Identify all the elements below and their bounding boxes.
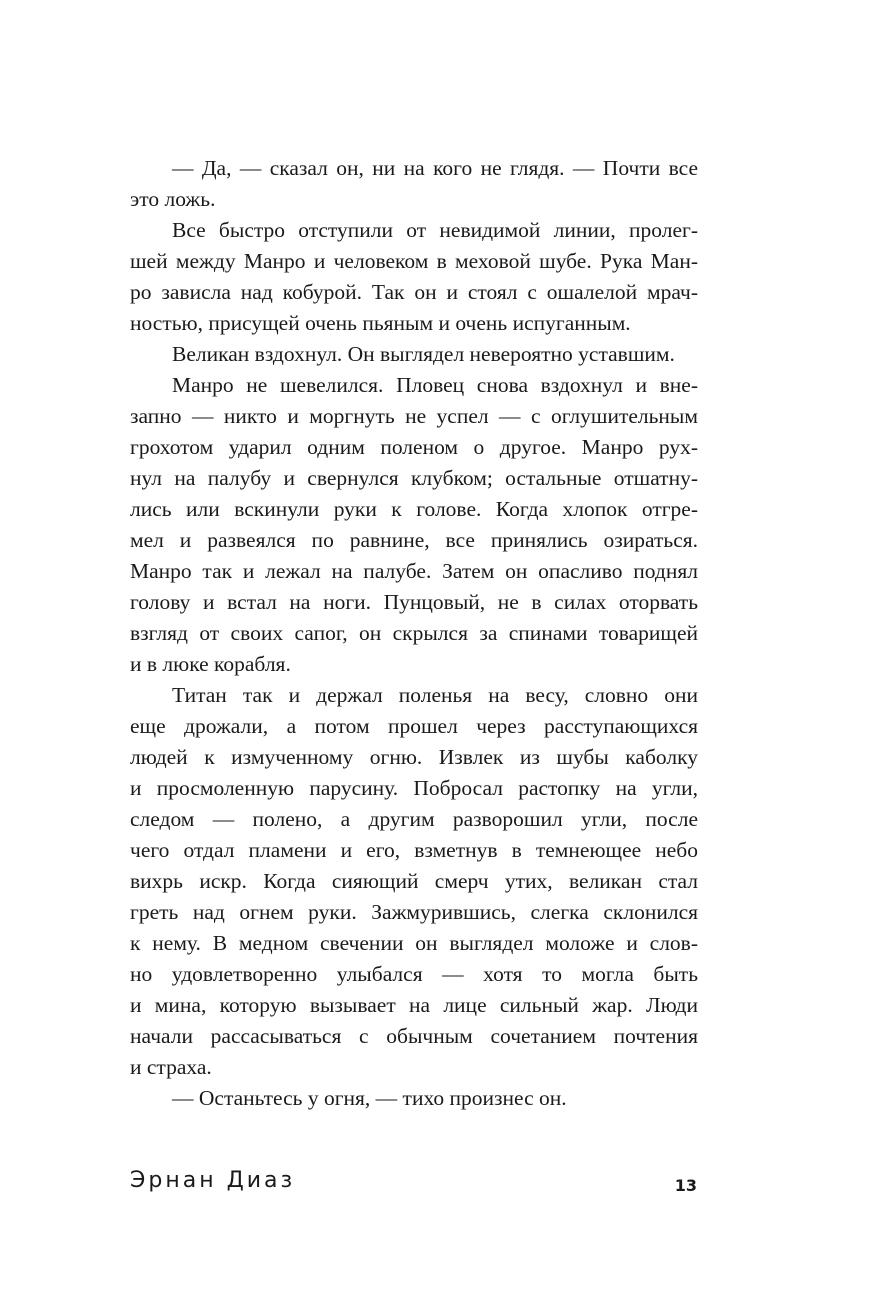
text-line: и мина, которую вызывает на лице сильный жар. Люди (130, 993, 698, 1017)
text-line: Великан вздохнул. Он выглядел невероятно уставшим. (172, 342, 675, 366)
text-line: следом — полено, а другим разворошил угли, после (130, 807, 698, 831)
text-line: чего отдал пламени и его, взметнув в темнеющее небо (130, 838, 698, 862)
text-line: Все быстро отступили от невидимой линии, пролег- (172, 218, 698, 242)
text-line: мел и развеялся по равнине, все принялись озираться. (130, 528, 698, 552)
text-line: — Останьтесь у огня, — тихо произнес он. (172, 1086, 567, 1110)
text-line: и просмоленную парусину. Побросал растопку на угли, (130, 776, 698, 800)
text-line: к нему. В медном свечении он выглядел моложе и слов- (130, 931, 698, 955)
text-line: но удовлетворенно улыбался — хотя то могла быть (130, 962, 698, 986)
text-line: голову и встал на ноги. Пунцовый, не в силах оторвать (130, 590, 698, 614)
text-line: начали рассасываться с обычным сочетанием почтения (130, 1024, 698, 1048)
body-text (130, 153, 698, 1114)
text-line: людей к измученному огню. Извлек из шубы каболку (130, 745, 698, 769)
text-line: грохотом ударил одним поленом о другое. Манро рух- (130, 435, 698, 459)
text-line: вихрь искр. Когда сияющий смерч утих, великан стал (130, 869, 698, 893)
text-line: и в люке корабля. (130, 652, 291, 676)
text-line: и страха. (130, 1055, 212, 1079)
text-line: это ложь. (130, 187, 216, 211)
text-line: греть над огнем руки. Зажмурившись, слегка склонился (130, 900, 698, 924)
text-line: — Да, — сказал он, ни на кого не глядя. — Почти все (172, 156, 698, 180)
text-line: взгляд от своих сапог, он скрылся за спинами товарищей (130, 621, 698, 645)
text-line: лись или вскинули руки к голове. Когда хлопок отгре- (130, 497, 698, 521)
text-line: нул на палубу и свернулся клубком; остальные отшатну- (130, 466, 698, 490)
text-line: ро зависла над кобурой. Так он и стоял с ошалелой мрач- (130, 280, 698, 304)
text-line: Манро так и лежал на палубе. Затем он опасливо поднял (130, 559, 698, 583)
text-line: еще дрожали, а потом прошел через расступающихся (130, 714, 698, 738)
text-line: шей между Манро и человеком в меховой шубе. Рука Ман- (130, 249, 698, 273)
text-line: ностью, присущей очень пьяным и очень испуганным. (130, 311, 631, 335)
text-line: Титан так и держал поленья на весу, словно они (172, 683, 698, 707)
running-footer-author: Эрнан Диаз (130, 1168, 296, 1193)
text-line: Манро не шевелился. Пловец снова вздохнул и вне- (172, 373, 698, 397)
page-number: 13 (674, 1176, 697, 1195)
text-line: запно — никто и моргнуть не успел — с оглушительным (130, 404, 698, 428)
